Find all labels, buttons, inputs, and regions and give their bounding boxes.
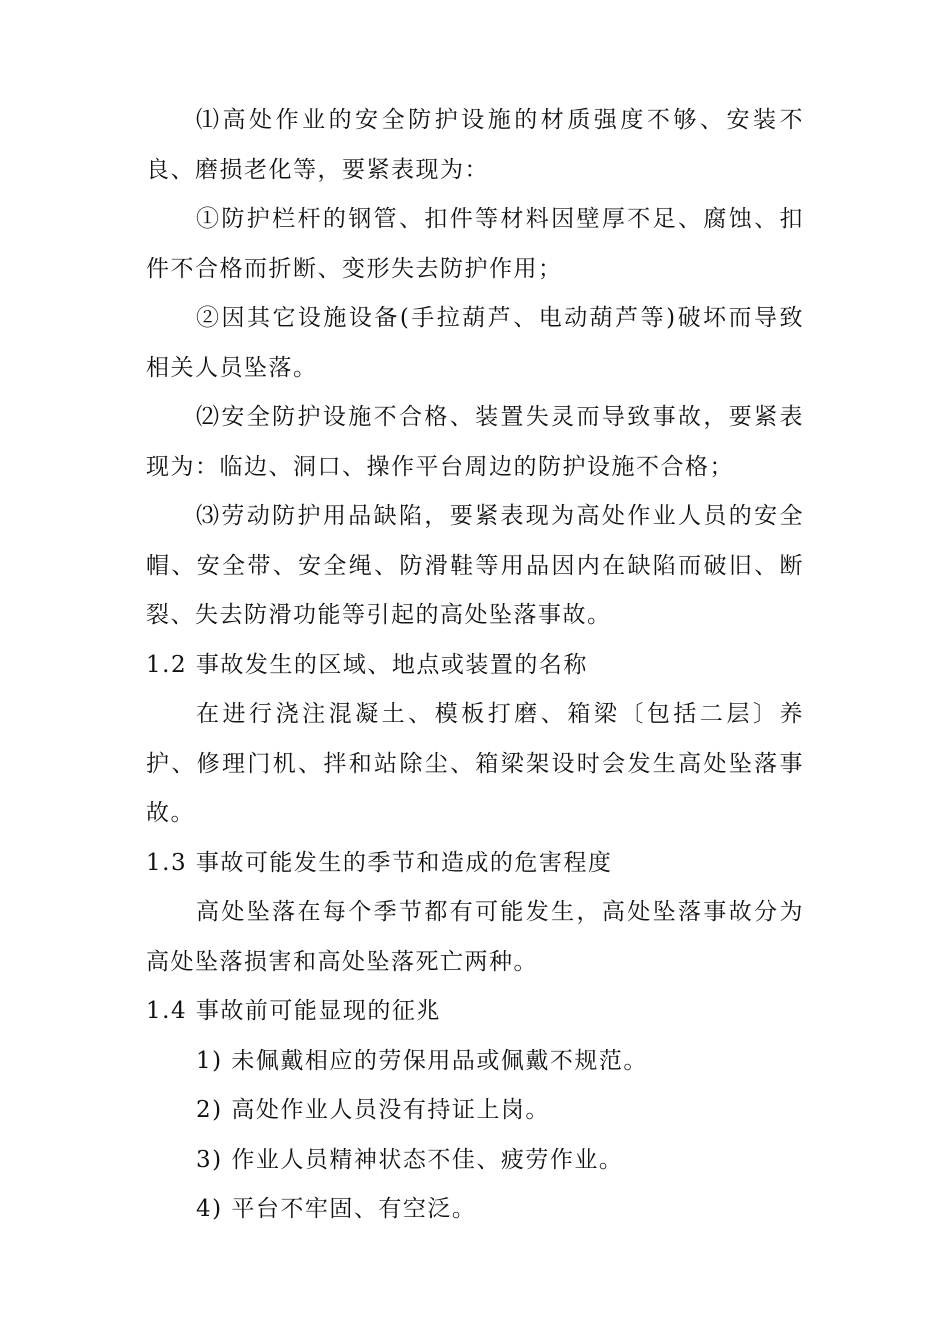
paragraph-3-ppe-defects: ⑶劳动防护用品缺陷，要紧表现为高处作业人员的安全帽、安全带、安全绳、防滑鞋等用品因内在缺陷而破旧、断裂、失去防滑功能等引起的高处坠落事故。 xyxy=(146,503,804,628)
paragraph-1-material-defects: ⑴高处作业的安全防护设施的材质强度不够、安装不良、磨损老化等，要紧表现为： xyxy=(146,107,804,183)
paragraph-railing-failure: ①防护栏杆的钢管、扣件等材料因壁厚不足、腐蚀、扣件不合格而折断、变形失去防护作用； xyxy=(146,206,804,282)
document-body xyxy=(146,96,804,1235)
paragraph-equipment-damage: ②因其它设施设备(手拉葫芦、电动葫芦等)破坏而导致相关人员坠落。 xyxy=(146,305,804,381)
section-heading-1-4: 1.4 事故前可能显现的征兆 xyxy=(146,998,441,1024)
section-heading-1-3: 1.3 事故可能发生的季节和造成的危害程度 xyxy=(146,849,613,876)
list-item-3: 3) 作业人员精神状态不佳、疲劳作业。 xyxy=(196,1146,624,1173)
paragraph-2-protection-unqualified: ⑵安全防护设施不合格、装置失灵而导致事故，要紧表现为：临边、洞口、操作平台周边的防护设施不合格； xyxy=(146,404,804,480)
list-item-4: 4) 平台不牢固、有空泛。 xyxy=(196,1196,477,1222)
list-item-2: 2) 高处作业人员没有持证上岗。 xyxy=(196,1097,550,1123)
paragraph-accident-locations: 在进行浇注混凝土、模板打磨、箱梁〔包括二层〕养护、修理门机、拌和站除尘、箱梁架设时会发生高处坠落事故。 xyxy=(146,701,804,826)
section-heading-1-2: 1.2 事故发生的区域、地点或装置的名称 xyxy=(146,651,588,678)
list-item-1: 1) 未佩戴相应的劳保用品或佩戴不规范。 xyxy=(196,1047,648,1074)
paragraph-season-hazard: 高处坠落在每个季节都有可能发生，高处坠落事故分为高处坠落损害和高处坠落死亡两种。 xyxy=(146,899,804,975)
